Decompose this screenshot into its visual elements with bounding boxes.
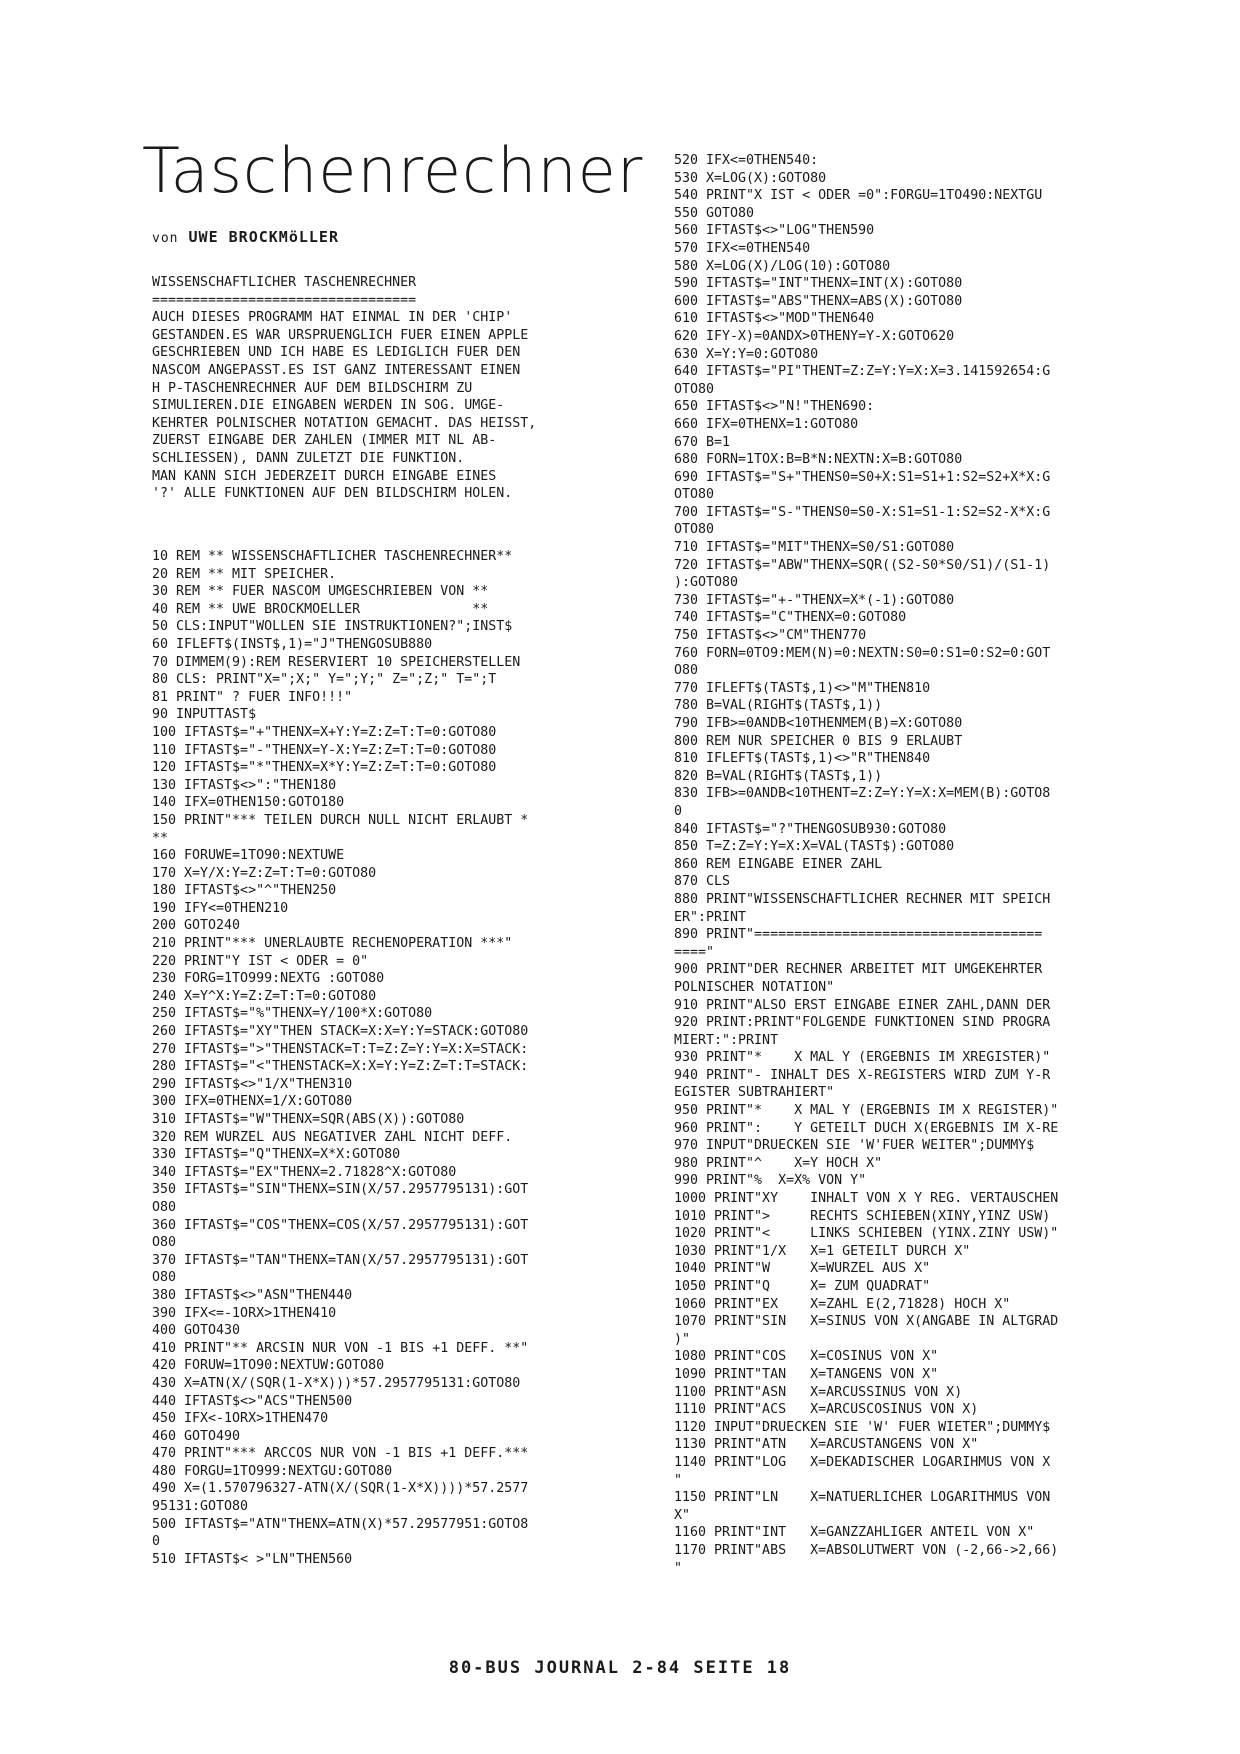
code-line: " bbox=[674, 1472, 683, 1488]
code-line: 990 PRINT"% X=X% VON Y" bbox=[674, 1173, 867, 1189]
code-line: 1140 PRINT"LOG X=DEKADISCHER LOGARIHMUS VON X bbox=[674, 1454, 1051, 1470]
code-line: 1070 PRINT"SIN X=SINUS VON X(ANGABE IN ALTGRAD bbox=[674, 1314, 1059, 1330]
code-line: OTO80 bbox=[674, 381, 715, 397]
code-line: POLNISCHER NOTATION" bbox=[674, 979, 835, 995]
code-line: 900 PRINT"DER RECHNER ARBEITET MIT UMGEKEHRTER bbox=[674, 962, 1043, 978]
code-line: 1040 PRINT"W X=WURZEL AUS X" bbox=[674, 1261, 931, 1277]
code-line: 440 IFTAST$<>"ACS"THEN500 bbox=[152, 1393, 353, 1409]
code-line: 95131:GOTO80 bbox=[152, 1499, 249, 1515]
code-line: 1020 PRINT"< LINKS SCHIEBEN (YINX.ZINY USW)" bbox=[674, 1226, 1059, 1242]
code-line: 1010 PRINT"> RECHTS SCHIEBEN(XINY,YINZ USW) bbox=[674, 1208, 1051, 1224]
code-line: 540 PRINT"X IST < ODER =0":FORGU=1TO490:NEXTGU bbox=[674, 188, 1043, 204]
code-line: 690 IFTAST$="S+"THENS0=S0+X:S1=S1+1:S2=S2+X*X:G bbox=[674, 469, 1051, 485]
code-line: 310 IFTAST$="W"THENX=SQR(ABS(X)):GOTO80 bbox=[152, 1112, 465, 1127]
code-line: 910 PRINT"ALSO ERST EINGABE EINER ZAHL,DANN DER bbox=[674, 997, 1051, 1013]
code-line: 1130 PRINT"ATN X=ARCUSTANGENS VON X" bbox=[674, 1437, 979, 1453]
code-line: 280 IFTAST$="<"THENSTACK=X:X=Y:Y=Z:Z=T:T=STACK: bbox=[152, 1059, 529, 1075]
code-line: 420 FORUW=1TO90:NEXTUW:GOTO80 bbox=[152, 1358, 385, 1374]
code-line: 800 REM NUR SPEICHER 0 BIS 9 ERLAUBT bbox=[674, 733, 963, 749]
code-line: 100 IFTAST$="+"THENX=X+Y:Y=Z:Z=T:T=0:GOTO80 bbox=[152, 724, 497, 740]
code-line: 500 IFTAST$="ATN"THENX=ATN(X)*57.29577951:GOTO8 bbox=[152, 1516, 529, 1532]
code-line: 960 PRINT": Y GETEILT DUCH X(ERGEBNIS IM X-RE bbox=[674, 1120, 1059, 1136]
code-line: " bbox=[674, 1560, 683, 1576]
code-line: 590 IFTAST$="INT"THENX=INT(X):GOTO80 bbox=[674, 276, 963, 292]
code-line: 660 IFX=0THENX=1:GOTO80 bbox=[674, 416, 859, 432]
code-line: 950 PRINT"* X MAL Y (ERGEBNIS IM X REGISTER)" bbox=[674, 1103, 1059, 1119]
code-line: 180 IFTAST$<>"^"THEN250 bbox=[152, 883, 337, 899]
program-listing-left bbox=[152, 548, 528, 1568]
code-line: 330 IFTAST$="Q"THENX=X*X:GOTO80 bbox=[152, 1147, 401, 1163]
code-line: 880 PRINT"WISSENSCHAFTLICHER RECHNER MIT SPEICH bbox=[674, 891, 1051, 907]
intro-line: NASCOM ANGEPASST.ES IST GANZ INTERESSANT EINEN bbox=[152, 362, 521, 378]
code-line: 870 CLS bbox=[674, 874, 731, 890]
code-line: 970 INPUT"DRUECKEN SIE 'W'FUER WEITER";DUMMY$ bbox=[674, 1138, 1035, 1154]
code-line: 1060 PRINT"EX X=ZAHL E(2,71828) HOCH X" bbox=[674, 1296, 1011, 1312]
code-line: 380 IFTAST$<>"ASN"THEN440 bbox=[152, 1287, 353, 1303]
code-line: 210 PRINT"*** UNERLAUBTE RECHENOPERATION ***" bbox=[152, 936, 513, 952]
author-name: UWE BROCKMöLLER bbox=[188, 228, 339, 246]
code-line: O80 bbox=[152, 1235, 177, 1251]
code-line: 480 FORGU=1TO999:NEXTGU:GOTO80 bbox=[152, 1463, 393, 1479]
code-line: 270 IFTAST$=">"THENSTACK=T:T=Z:Z=Y:Y=X:X=STACK: bbox=[152, 1041, 529, 1057]
code-line: 400 GOTO430 bbox=[152, 1323, 241, 1339]
code-line: 260 IFTAST$="XY"THEN STACK=X:X=Y:Y=STACK:GOTO80 bbox=[152, 1024, 529, 1040]
code-line: O80 bbox=[152, 1199, 177, 1215]
code-line: ):GOTO80 bbox=[674, 575, 739, 591]
code-line: ** bbox=[152, 830, 169, 846]
code-line: 0 bbox=[674, 803, 683, 819]
code-line: 90 INPUTTAST$ bbox=[152, 707, 257, 723]
code-line: 790 IFB>=0ANDB<10THENMEM(B)=X:GOTO80 bbox=[674, 716, 963, 731]
code-line: 720 IFTAST$="ABW"THENX=SQR((S2-S0*S0/S1)/(S1-1) bbox=[674, 557, 1051, 573]
intro-line: GESCHRIEBEN UND ICH HABE ES LEDIGLICH FUER DEN bbox=[152, 345, 521, 361]
code-line: 80 CLS: PRINT"X=";X;" Y=";Y;" Z=";Z;" T=";T bbox=[152, 672, 497, 688]
code-line: 190 IFY<=0THEN210 bbox=[152, 900, 289, 916]
code-line: 70 DIMMEM(9):REM RESERVIERT 10 SPEICHERSTELLEN bbox=[152, 654, 521, 670]
code-line: 700 IFTAST$="S-"THENS0=S0-X:S1=S1-1:S2=S2-X*X:G bbox=[674, 504, 1051, 520]
code-line: 460 GOTO490 bbox=[152, 1428, 241, 1444]
code-line: 1100 PRINT"ASN X=ARCUSSINUS VON X) bbox=[674, 1384, 963, 1400]
code-line: 290 IFTAST$<>"1/X"THEN310 bbox=[152, 1076, 353, 1092]
code-line: 1170 PRINT"ABS X=ABSOLUTWERT VON (-2,66->2,66) bbox=[674, 1542, 1059, 1558]
code-line: 600 IFTAST$="ABS"THENX=ABS(X):GOTO80 bbox=[674, 293, 963, 309]
code-line: 390 IFX<=-1ORX>1THEN410 bbox=[152, 1305, 337, 1321]
code-line: 710 IFTAST$="MIT"THENX=S0/S1:GOTO80 bbox=[674, 540, 955, 556]
code-line: 0 bbox=[152, 1534, 161, 1550]
code-line: 730 IFTAST$="+-"THENX=X*(-1):GOTO80 bbox=[674, 592, 955, 608]
code-line: 50 CLS:INPUT"WOLLEN SIE INSTRUKTIONEN?";INST$ bbox=[152, 619, 513, 635]
code-line: 930 PRINT"* X MAL Y (ERGEBNIS IM XREGISTER)" bbox=[674, 1050, 1051, 1066]
code-line: 1150 PRINT"LN X=NATUERLICHER LOGARITHMUS VON bbox=[674, 1490, 1051, 1506]
code-line: 300 IFX=0THENX=1/X:GOTO80 bbox=[152, 1094, 353, 1110]
byline bbox=[152, 228, 339, 246]
code-line: 1030 PRINT"1/X X=1 GETEILT DURCH X" bbox=[674, 1243, 971, 1259]
code-line: 450 IFX<-1ORX>1THEN470 bbox=[152, 1411, 329, 1427]
code-line: 120 IFTAST$="*"THENX=X*Y:Y=Z:Z=T:T=0:GOTO80 bbox=[152, 760, 497, 776]
code-line: 430 X=ATN(X/(SQR(1-X*X)))*57.2957795131:GOTO80 bbox=[152, 1375, 521, 1391]
code-line: 760 FORN=0TO9:MEM(N)=0:NEXTN:S0=0:S1=0:S2=0:GOT bbox=[674, 645, 1051, 661]
program-listing-right bbox=[674, 152, 1058, 1577]
intro-line: KEHRTER POLNISCHER NOTATION GEMACHT. DAS HEISST, bbox=[152, 415, 537, 431]
code-line: ER":PRINT bbox=[674, 909, 747, 925]
code-line: 1160 PRINT"INT X=GANZZAHLIGER ANTEIL VON X" bbox=[674, 1525, 1035, 1541]
code-line: 1110 PRINT"ACS X=ARCUSCOSINUS VON X) bbox=[674, 1402, 979, 1418]
code-line: 320 REM WURZEL AUS NEGATIVER ZAHL NICHT DEFF. bbox=[152, 1129, 513, 1145]
code-line: 750 IFTAST$<>"CM"THEN770 bbox=[674, 628, 867, 644]
code-line: X" bbox=[674, 1507, 691, 1523]
code-line: 570 IFX<=0THEN540 bbox=[674, 240, 811, 256]
intro-line: WISSENSCHAFTLICHER TASCHENRECHNER bbox=[152, 275, 417, 290]
code-line: 240 X=Y^X:Y=Z:Z=T:T=0:GOTO80 bbox=[152, 988, 377, 1004]
code-line: 1120 INPUT"DRUECKEN SIE 'W' FUER WIETER";DUMMY$ bbox=[674, 1419, 1051, 1435]
code-line: 60 IFLEFT$(INST$,1)="J"THENGOSUB880 bbox=[152, 636, 433, 652]
code-line: 150 PRINT"*** TEILEN DURCH NULL NICHT ERLAUBT * bbox=[152, 812, 529, 828]
code-line: 220 PRINT"Y IST < ODER = 0" bbox=[152, 953, 369, 969]
intro-line: AUCH DIESES PROGRAMM HAT EINMAL IN DER 'CHIP' bbox=[152, 310, 513, 326]
code-line: 1050 PRINT"Q X= ZUM QUADRAT" bbox=[674, 1279, 931, 1294]
code-line: OTO80 bbox=[674, 522, 715, 538]
code-line: 860 REM EINGABE EINER ZAHL bbox=[674, 856, 883, 872]
code-line: 770 IFLEFT$(TAST$,1)<>"M"THEN810 bbox=[674, 680, 931, 696]
intro-line: GESTANDEN.ES WAR URSPRUENGLICH FUER EINEN APPLE bbox=[152, 327, 529, 343]
code-line: 350 IFTAST$="SIN"THENX=SIN(X/57.2957795131):GOT bbox=[152, 1182, 529, 1198]
code-line: 170 X=Y/X:Y=Z:Z=T:T=0:GOTO80 bbox=[152, 865, 377, 881]
code-line: 580 X=LOG(X)/LOG(10):GOTO80 bbox=[674, 258, 891, 274]
intro-line: SIMULIEREN.DIE EINGABEN WERDEN IN SOG. UMGE- bbox=[152, 398, 505, 414]
code-line: 560 IFTAST$<>"LOG"THEN590 bbox=[674, 223, 875, 239]
page-title: Taschenrechner bbox=[142, 134, 644, 207]
code-line: 490 X=(1.570796327-ATN(X/(SQR(1-X*X))))*57.2577 bbox=[152, 1481, 529, 1497]
code-line: 40 REM ** UWE BROCKMOELLER ** bbox=[152, 601, 489, 617]
intro-line: MAN KANN SICH JEDERZEIT DURCH EINGABE EINES bbox=[152, 468, 497, 484]
code-line: 410 PRINT"** ARCSIN NUR VON -1 BIS +1 DEFF. **" bbox=[152, 1340, 529, 1356]
code-line: 250 IFTAST$="%"THENX=Y/100*X:GOTO80 bbox=[152, 1006, 433, 1022]
code-line: 890 PRINT"==================================== bbox=[674, 927, 1043, 943]
code-line: 920 PRINT:PRINT"FOLGENDE FUNKTIONEN SIND PROGRA bbox=[674, 1015, 1051, 1031]
code-line: 820 B=VAL(RIGHT$(TAST$,1)) bbox=[674, 768, 883, 784]
intro-line: '?' ALLE FUNKTIONEN AUF DEN BILDSCHIRM HOLEN. bbox=[152, 486, 513, 502]
code-line: 360 IFTAST$="COS"THENX=COS(X/57.2957795131):GOT bbox=[152, 1217, 529, 1233]
intro-line: ================================= bbox=[152, 292, 417, 308]
code-line: 10 REM ** WISSENSCHAFTLICHER TASCHENRECHNER** bbox=[152, 549, 513, 564]
code-line: 510 IFTAST$< >"LN"THEN560 bbox=[152, 1551, 353, 1567]
code-line: 630 X=Y:Y=0:GOTO80 bbox=[674, 346, 819, 362]
code-line: 370 IFTAST$="TAN"THENX=TAN(X/57.2957795131):GOT bbox=[152, 1252, 529, 1268]
code-line: O80 bbox=[674, 663, 699, 679]
code-line: 830 IFB>=0ANDB<10THENT=Z:Z=Y:Y=X:X=MEM(B):GOTO8 bbox=[674, 786, 1051, 802]
code-line: 130 IFTAST$<>":"THEN180 bbox=[152, 777, 337, 793]
code-line: 530 X=LOG(X):GOTO80 bbox=[674, 170, 827, 186]
code-line: 850 T=Z:Z=Y:Y=X:X=VAL(TAST$):GOTO80 bbox=[674, 839, 955, 855]
intro-line: SCHLIESSEN), DANN ZULETZT DIE FUNKTION. bbox=[152, 450, 465, 466]
code-line: ====" bbox=[674, 944, 715, 960]
code-line: 940 PRINT"- INHALT DES X-REGISTERS WIRD ZUM Y-R bbox=[674, 1067, 1051, 1083]
code-line: 620 IFY-X)=0ANDX>0THENY=Y-X:GOTO620 bbox=[674, 328, 955, 344]
code-line: 840 IFTAST$="?"THENGOSUB930:GOTO80 bbox=[674, 821, 947, 837]
code-line: 810 IFLEFT$(TAST$,1)<>"R"THEN840 bbox=[674, 751, 931, 767]
code-line: 81 PRINT" ? FUER INFO!!!" bbox=[152, 689, 353, 705]
code-line: MIERT:":PRINT bbox=[674, 1032, 779, 1048]
intro-line: H P-TASCHENRECHNER AUF DEM BILDSCHIRM ZU bbox=[152, 380, 473, 396]
code-line: 550 GOTO80 bbox=[674, 205, 755, 221]
code-line: OTO80 bbox=[674, 487, 715, 503]
code-line: 520 IFX<=0THEN540: bbox=[674, 153, 819, 168]
code-line: O80 bbox=[152, 1270, 177, 1286]
code-line: 780 B=VAL(RIGHT$(TAST$,1)) bbox=[674, 698, 883, 714]
code-line: 1080 PRINT"COS X=COSINUS VON X" bbox=[674, 1349, 939, 1365]
code-line: EGISTER SUBTRAHIERT" bbox=[674, 1085, 835, 1101]
code-line: 980 PRINT"^ X=Y HOCH X" bbox=[674, 1155, 883, 1171]
code-line: 340 IFTAST$="EX"THENX=2.71828^X:GOTO80 bbox=[152, 1164, 457, 1180]
code-line: 470 PRINT"*** ARCCOS NUR VON -1 BIS +1 DEFF.*** bbox=[152, 1446, 529, 1462]
code-line: 740 IFTAST$="C"THENX=0:GOTO80 bbox=[674, 610, 907, 626]
code-line: 670 B=1 bbox=[674, 434, 731, 450]
code-line: 200 GOTO240 bbox=[152, 918, 241, 934]
code-line: 230 FORG=1TO999:NEXTG :GOTO80 bbox=[152, 971, 385, 987]
code-line: 610 IFTAST$<>"MOD"THEN640 bbox=[674, 311, 875, 327]
intro-line: ZUERST EINGABE DER ZAHLEN (IMMER MIT NL AB- bbox=[152, 433, 497, 449]
code-line: 20 REM ** MIT SPEICHER. bbox=[152, 566, 337, 582]
code-line: 160 FORUWE=1TO90:NEXTUWE bbox=[152, 848, 345, 864]
page-footer: 80-BUS JOURNAL 2-84 SEITE 18 bbox=[448, 1658, 792, 1678]
code-line: 140 IFX=0THEN150:GOTO180 bbox=[152, 795, 345, 811]
code-line: 640 IFTAST$="PI"THENT=Z:Z=Y:Y=X:X=3.141592654:G bbox=[674, 364, 1051, 380]
code-line: 1000 PRINT"XY INHALT VON X Y REG. VERTAUSCHEN bbox=[674, 1191, 1059, 1207]
code-line: 110 IFTAST$="-"THENX=Y-X:Y=Z:Z=T:T=0:GOTO80 bbox=[152, 742, 497, 758]
code-line: 1090 PRINT"TAN X=TANGENS VON X" bbox=[674, 1366, 939, 1382]
code-line: )" bbox=[674, 1331, 691, 1347]
code-line: 680 FORN=1TOX:B=B*N:NEXTN:X=B:GOTO80 bbox=[674, 452, 963, 468]
byline-prefix: von bbox=[152, 231, 179, 246]
code-line: 30 REM ** FUER NASCOM UMGESCHRIEBEN VON ** bbox=[152, 584, 489, 600]
intro-text bbox=[152, 274, 536, 503]
code-line: 650 IFTAST$<>"N!"THEN690: bbox=[674, 399, 875, 415]
